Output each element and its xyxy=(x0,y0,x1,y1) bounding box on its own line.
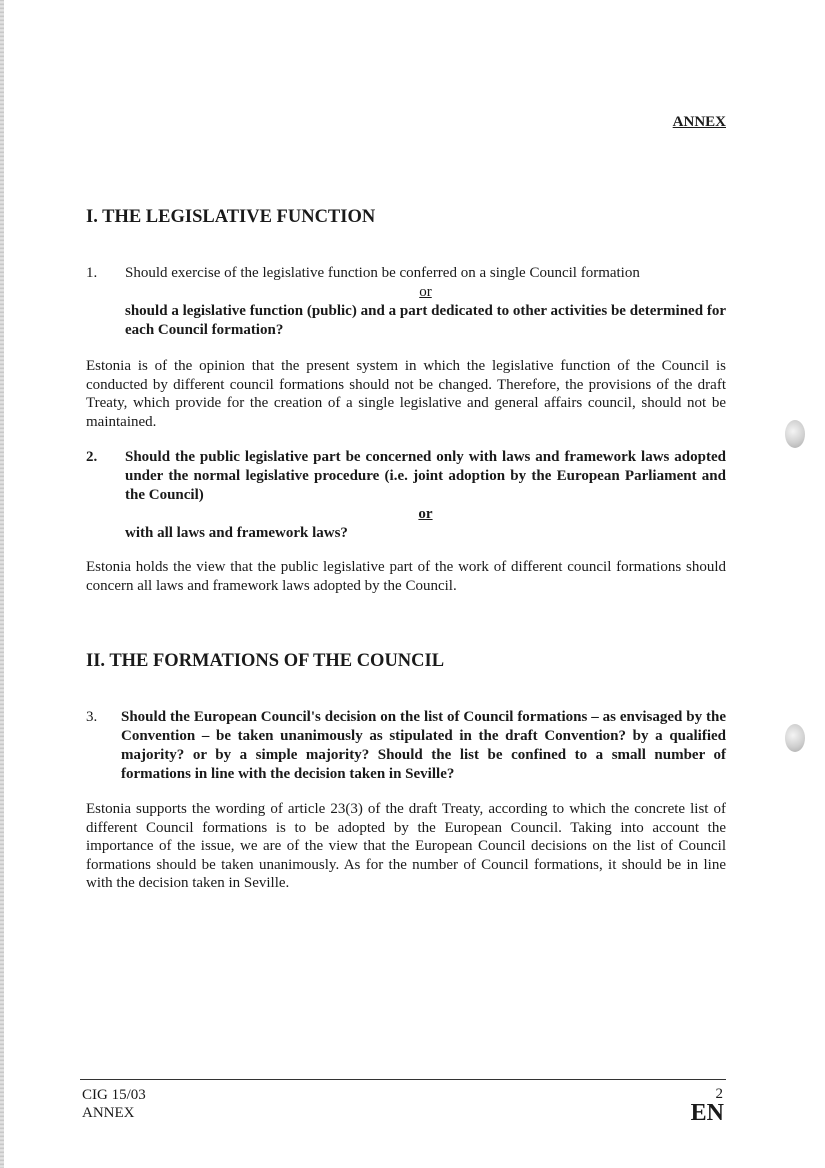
annex-label: ANNEX xyxy=(672,114,726,130)
answer-2: Estonia holds the view that the public legislative part of the work of different council formations should concern all laws and framework laws adopted by the Council. xyxy=(86,559,726,594)
page-number: 2 xyxy=(715,1086,723,1102)
section-heading-legislative-function: I. THE LEGISLATIVE FUNCTION xyxy=(86,207,376,227)
section-heading-formations-of-council: II. THE FORMATIONS OF THE COUNCIL xyxy=(86,651,445,671)
answer-1: Estonia is of the opinion that the present system in which the legislative function of the Council is conducted by different council formations should not be changed. Therefore, the provisions of the draft Treaty, which provide for the creation of a single legislative and general affairs council, should not be maintained. xyxy=(86,358,726,430)
question-text-part1: Should the public legislative part be concerned only with laws and framework laws adopted under the normal legislative procedure (i.e. joint adoption by the European Parliament and the Council) xyxy=(125,449,726,503)
language-code: EN xyxy=(690,1100,724,1126)
question-3 xyxy=(86,708,726,784)
question-number: 1. xyxy=(86,265,98,281)
question-1 xyxy=(86,264,726,340)
footer-reference xyxy=(82,1086,146,1122)
question-text-part1: Should exercise of the legislative function be conferred on a single Council formation xyxy=(125,265,640,281)
question-text-part2: with all laws and framework laws? xyxy=(125,525,348,541)
punch-hole-top xyxy=(785,420,805,448)
scan-edge xyxy=(0,0,4,1168)
question-number: 2. xyxy=(86,449,98,465)
question-text: Should the European Council's decision on the list of Council formations – as envisaged by the Convention – be taken unanimously as stipulated in the draft Convention? by a qualified majority? or by a simple majority? Should the list be confined to a small number of formations in line with the decision taken in Seville? xyxy=(121,709,726,782)
or-separator: or xyxy=(418,506,433,522)
footer-divider xyxy=(80,1079,726,1080)
footer-annex: ANNEX xyxy=(82,1105,135,1121)
question-text-part2: should a legislative function (public) and a part dedicated to other activities be determined for each Council formation? xyxy=(125,303,726,338)
answer-3: Estonia supports the wording of article 23(3) of the draft Treaty, according to which the concrete list of different Council formations is to be adopted by the European Council. Taking into account the importance of the issue, we are of the view that the European Council decisions on the list of Council formations should be taken unanimously. As for the number of Council formations, it should be in line with the decision taken in Seville. xyxy=(86,801,726,891)
punch-hole-bottom xyxy=(785,724,805,752)
question-number: 3. xyxy=(86,709,98,725)
question-2 xyxy=(86,448,726,543)
footer-doc-ref: CIG 15/03 xyxy=(82,1087,146,1103)
or-separator: or xyxy=(419,284,432,300)
